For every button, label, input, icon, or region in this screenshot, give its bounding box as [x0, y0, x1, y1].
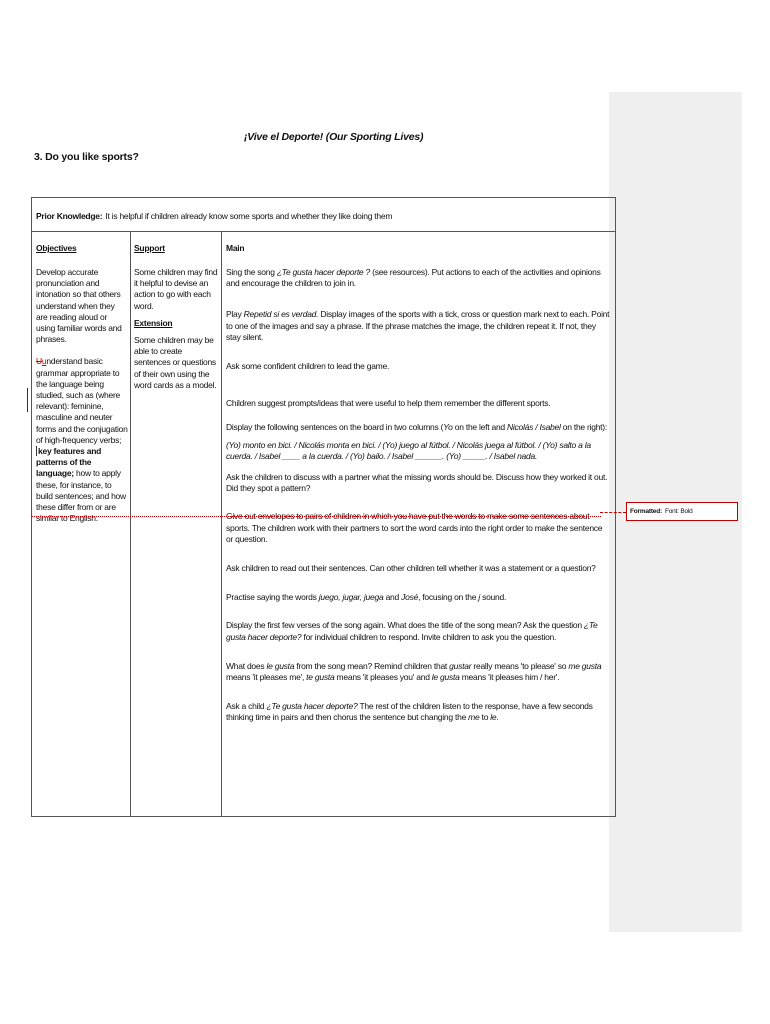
inserted-text: u — [41, 356, 47, 367]
main-activity-game: Play Repetid si es verdad. Display images of the sports with a tick, cross or question mark next to each. Point to one of the images and say a phrase. If the phrase matches the image, the children repeat it. If not, they stay silent. — [226, 309, 610, 342]
main-activity-sentences: (Yo) monto en bici. / Nicolás monta en bici. / (Yo) juego al fútbol. / Nicolás juega al fútbol. / (Yo) salto a la cuerda. / Isabel ____ a la cuerda. / (Yo) bailo. / Isabel ______. (Yo) _____. / Isabel nada. — [226, 439, 591, 461]
main-activity-lead: Ask some confident children to lead the game. — [226, 361, 390, 372]
section-title: 3. Do you like sports? — [34, 151, 139, 163]
main-activity-display: Display the following sentences on the board in two columns (Yo on the left and Nicolás / Isabel on the right): — [226, 422, 607, 433]
page-title: ¡Vive el Deporte! (Our Sporting Lives) — [244, 131, 424, 143]
comment-connector — [600, 512, 626, 513]
comment-anchor-line — [31, 516, 601, 517]
objectives-column — [36, 232, 128, 524]
support-header: Support — [134, 243, 165, 253]
prior-knowledge-label: Prior Knowledge: — [36, 211, 103, 221]
support-column — [134, 232, 220, 391]
main-activity-ask-child: Ask a child ¿Te gusta hacer deporte? The rest of the children listen to the response, have a few seconds thinking time in pairs and then chorus the sentence but changing the me to le. — [226, 701, 593, 723]
prior-knowledge-text: It is helpful if children already know some sports and whether they like doing them — [105, 211, 393, 221]
main-activity-song: Sing the song ¿Te gusta hacer deporte ? (see resources). Put actions to each of the activities and opinions and encourage the children to join in. — [226, 267, 601, 289]
column-divider — [221, 232, 222, 816]
objective-grammar-text: nderstand basic grammar appropriate to the language being studied, such as (where relevant): feminine, masculine and neuter forms and the conjugation of high-frequency verbs; — [36, 356, 128, 445]
main-activity-song-again: Display the first few verses of the song again. What does the title of the song mean? Ask the question ¿Te gusta hacer deporte? for individual children to respond. Invite children to ask you the question. — [226, 620, 598, 642]
main-activity-read-out: Ask children to read out their sentences. Can other children tell whether it was a statement or a question? — [226, 563, 596, 574]
support-text: Some children may find it helpful to devise an action to go with each word. — [134, 267, 218, 311]
main-header: Main — [226, 243, 245, 253]
objective-pronunciation: Develop accurate pronunciation and intonation so that others understand when they are reading aloud or using familiar words and phrases. — [36, 267, 122, 345]
objectives-header: Objectives — [36, 243, 77, 253]
main-activity-prompts: Children suggest prompts/ideas that were useful to help them remember the different sports. — [226, 398, 551, 409]
comment-balloon[interactable] — [626, 502, 738, 521]
extension-header: Extension — [134, 317, 173, 328]
lesson-table — [31, 197, 616, 817]
extension-text: Some children may be able to create sentences or questions of their own using the word cards as a model. — [134, 335, 217, 390]
comment-label: Formatted: — [630, 508, 662, 515]
objective-grammar-apply: how to apply these, for instance, to build sentences; and how these differ from or are similar to English. — [36, 468, 126, 524]
comment-text: Font: Bold — [664, 508, 693, 515]
objective-key-features: key features and patterns of the language; — [36, 446, 102, 479]
deleted-text: U — [36, 356, 42, 367]
column-divider — [130, 232, 131, 816]
main-activity-meaning: What does le gusta from the song mean? Remind children that gustar really means 'to please' so me gusta means 'it pleases me', te gusta means 'it pleases you' and le gusta means 'it pleases him / her'. — [226, 660, 602, 683]
main-activity-practise: Practise saying the words juego, jugar, juega and José, focusing on the j sound. — [226, 592, 507, 603]
prior-knowledge-row — [32, 198, 615, 232]
objective-grammar — [36, 356, 128, 524]
change-bar — [27, 388, 28, 412]
main-activity-envelopes: Give out envelopes to pairs of children in which you have put the words to make some sentences about sports. The children work with their partners to sort the word cards into the right order to make the sentence or question. — [226, 511, 603, 544]
main-column — [226, 232, 611, 724]
main-activity-discuss: Ask the children to discuss with a partner what the missing words should be. Discuss how they worked it out. Did they spot a pattern? — [226, 472, 608, 494]
